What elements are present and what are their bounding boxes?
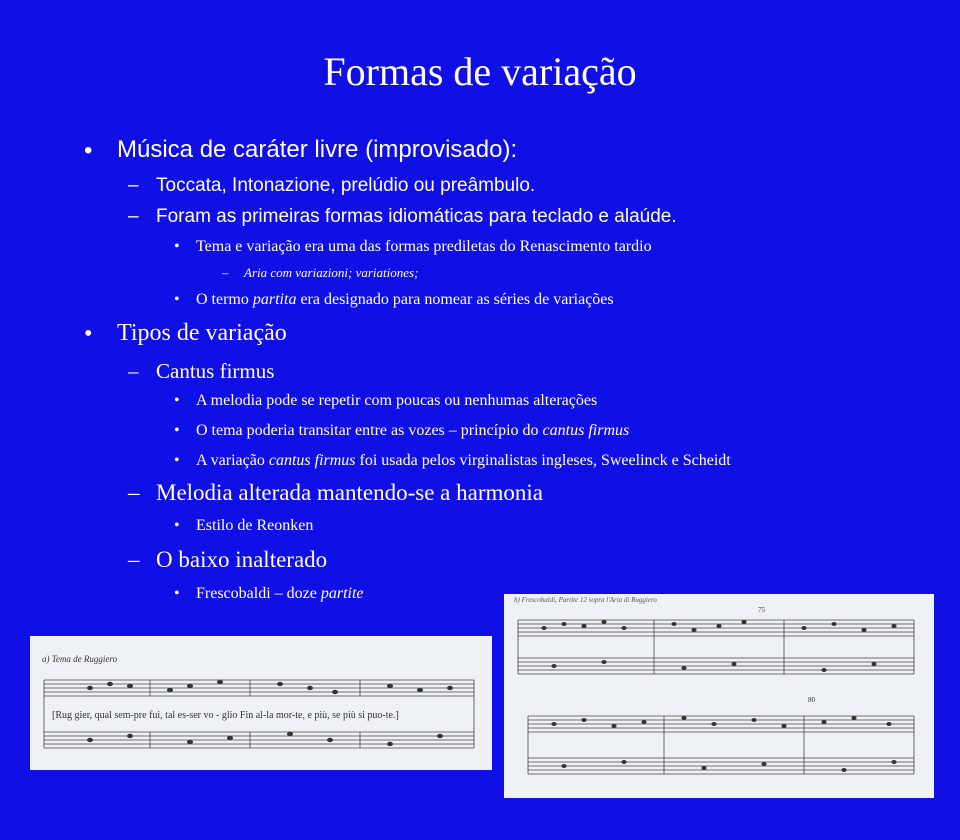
bullet: • — [174, 517, 180, 534]
dash: – — [128, 547, 140, 572]
dash: – — [222, 265, 229, 280]
sub-primeiras-formas: Foram as primeiras formas idiomáticas para teclado e alaúde. — [156, 206, 677, 227]
sub-reonken: Estilo de Reonken — [196, 517, 314, 534]
bullet: • — [174, 291, 180, 308]
dash: – — [128, 359, 139, 383]
sub-toccata: Toccata, Intonazione, prelúdio ou preâmbulo. — [156, 175, 536, 196]
bullet: • — [84, 137, 93, 164]
dash: – — [128, 175, 139, 196]
bullet-musica-livre: Música de caráter livre (improvisado): — [117, 136, 518, 163]
bullet: • — [174, 392, 180, 409]
sub-baixo-inalterado: O baixo inalterado — [156, 547, 328, 572]
measure-number: 80 — [808, 696, 815, 704]
bullet: • — [174, 238, 180, 255]
bullet: • — [174, 422, 180, 439]
measure-number: 75 — [758, 606, 765, 614]
dash: – — [128, 480, 140, 505]
sub-melodia-alterada: Melodia alterada mantendo-se a harmonia — [156, 480, 544, 505]
sub-cantus-firmus: Cantus firmus — [156, 359, 275, 383]
bullet: • — [174, 585, 180, 602]
sub-virginalistas: A variação cantus firmus foi usada pelos virginalistas ingleses, Sweelinck e Scheidt — [196, 452, 731, 469]
sub-frescobaldi: Frescobaldi – doze partite — [196, 585, 364, 602]
bullet-tipos-variacao: Tipos de variação — [117, 320, 287, 346]
sub-aria-variazioni: Aria com variazioni; variationes; — [244, 265, 419, 280]
sub-tema-variacao: Tema e variação era uma das formas prediletas do Renascimento tardio — [196, 238, 652, 255]
sub-tema-transitar: O tema poderia transitar entre as vozes – princípio do cantus firmus — [196, 422, 630, 439]
score-image-ruggiero — [30, 636, 492, 770]
score-heading: b) Frescobaldi, Partite 12 sopra l'Aria di Ruggiero — [514, 596, 657, 604]
dash: – — [128, 206, 139, 227]
score-lyrics: [Rug gier, qual sem-pre fui, tal es-ser vo - glio Fin al-la mor-te, e più, se più si puo-te.] — [52, 710, 399, 721]
sub-melodia-repetir: A melodia pode se repetir com poucas ou nenhumas alterações — [196, 392, 598, 409]
slide-title: Formas de variação — [323, 49, 637, 94]
score-heading: a) Tema de Ruggiero — [42, 654, 118, 664]
sub-termo-partita: O termo partita era designado para nomear as séries de variações — [196, 291, 614, 308]
bullet: • — [174, 452, 180, 469]
score-image-frescobaldi — [504, 594, 934, 798]
bullet: • — [84, 321, 93, 347]
